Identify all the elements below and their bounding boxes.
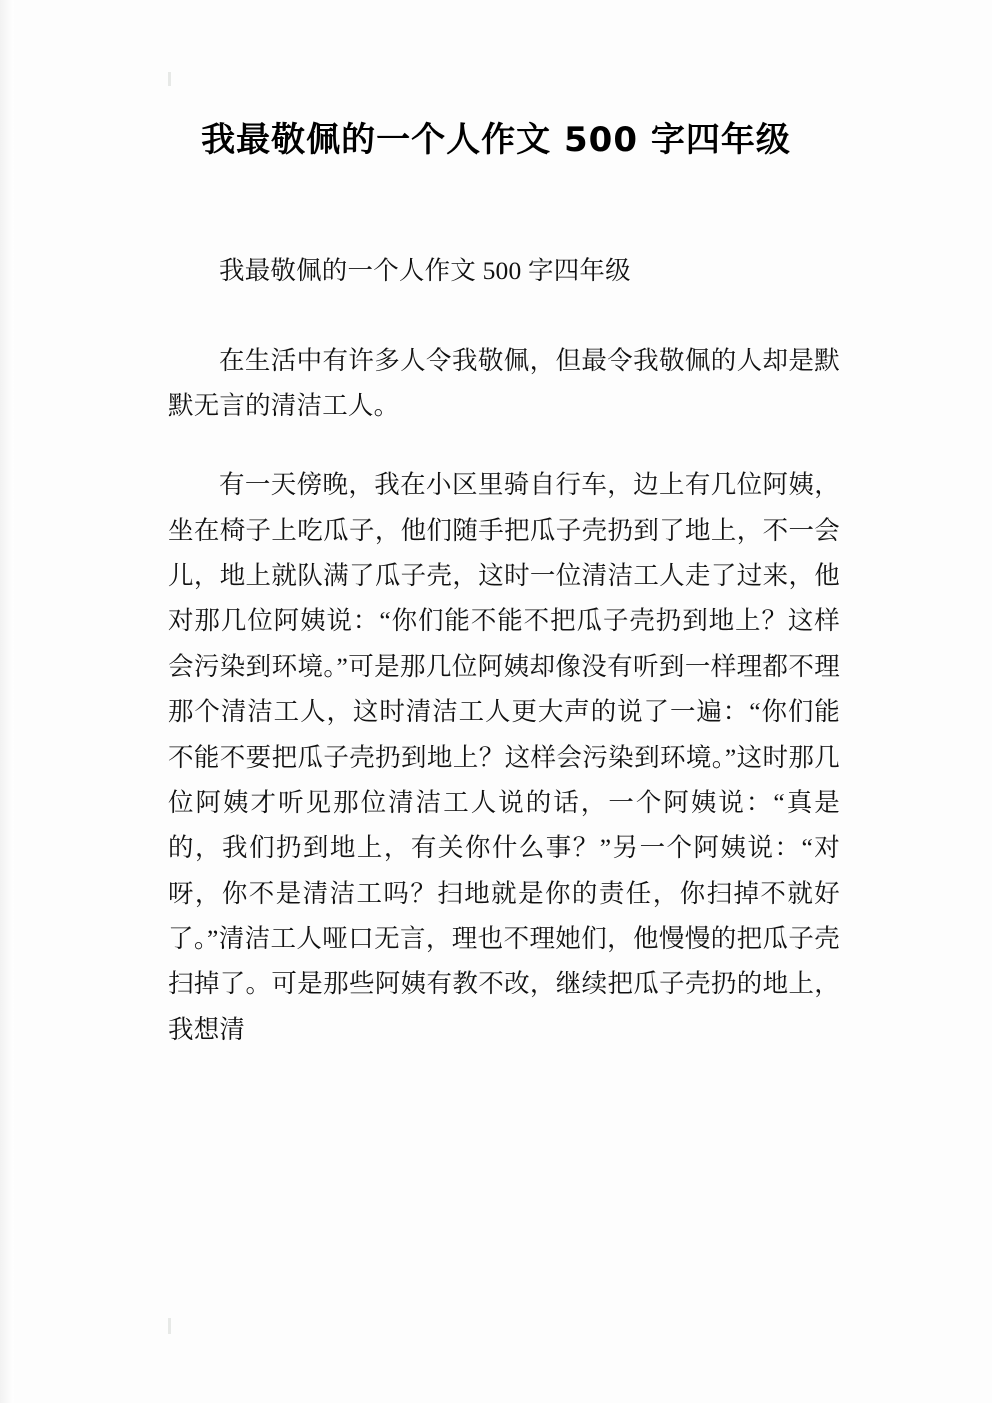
scan-artifact-top: [168, 72, 171, 86]
page-title: 我最敬佩的一个人作文 500 字四年级: [201, 120, 791, 160]
paragraph-subtitle: 我最敬佩的一个人作文 500 字四年级: [219, 256, 631, 286]
document-body: [0, 248, 992, 1052]
paragraph-intro: 在生活中有许多人令我敬佩，但最令我敬佩的人却是默默无言的清洁工人。: [168, 345, 840, 420]
paragraph-main: 有一天傍晚，我在小区里骑自行车，边上有几位阿姨，坐在椅子上吃瓜子，他们随手把瓜子壳扔到了地上，不一会儿，地上就队满了瓜子壳，这时一位清洁工人走了过来，他对那几位阿姨说：“你们能不能不把瓜子壳扔到地上？这样会污染到环境。”可是那几位阿姨却像没有听到一样理都不理那个清洁工人，这时清洁工人更大声的说了一遍：“你们能不能不要把瓜子壳扔到地上？这样会污染到环境。”这时那几位阿姨才听见那位清洁工人说的话，一个阿姨说：“真是的，我们扔到地上，有关你什么事？”另一个阿姨说：“对呀，你不是清洁工吗？扫地就是你的责任，你扫掉不就好了。”清洁工人哑口无言，理也不理她们，他慢慢的把瓜子壳扫掉了。可是那些阿姨有教不改，继续把瓜子壳扔的地上，我想清: [168, 470, 840, 1044]
scan-artifact-bottom: [168, 1318, 171, 1334]
